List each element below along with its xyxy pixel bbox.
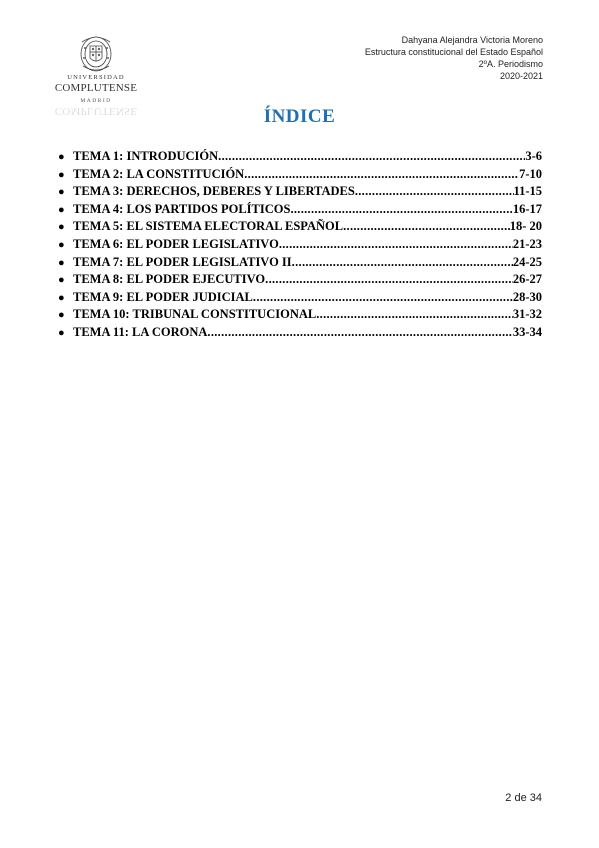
logo-university-name: COMPLUTENSE [54, 82, 138, 94]
dot-leader [355, 184, 514, 199]
toc-entry-pages: 24-25 [512, 254, 542, 269]
dot-leader [292, 255, 513, 270]
bullet-icon: ● [58, 238, 65, 251]
toc-entry-label: TEMA 4: LOS PARTIDOS POLÍTICOS [73, 201, 291, 216]
toc-entry-label: TEMA 9: EL PODER JUDICIAL [73, 289, 253, 304]
academic-year: 2020-2021 [499, 71, 543, 81]
course-name: Estructura constitucional del Estado Español [364, 47, 543, 57]
toc-entry-label: TEMA 2: LA CONSTITUCIÓN [73, 166, 245, 181]
toc-entry-label: TEMA 10: TRIBUNAL CONSTITUCIONAL [73, 307, 317, 322]
toc-entry[interactable] [58, 202, 542, 220]
toc-entry-pages: 7-10 [519, 166, 542, 181]
toc-entry-pages: 16-17 [512, 201, 542, 216]
logo-top-text: UNIVERSIDAD [67, 74, 125, 81]
author-name: Dahyana Alejandra Victoria Moreno [401, 35, 543, 45]
dot-leader [253, 290, 513, 305]
dot-leader [290, 202, 512, 217]
toc-entry[interactable] [58, 272, 542, 290]
page-title: ÍNDICE [263, 106, 336, 127]
toc-entry-label: TEMA 5: EL SISTEMA ELECTORAL ESPAÑOL [73, 219, 344, 234]
logo-city: MADRID [80, 98, 112, 104]
table-of-contents [58, 149, 542, 343]
dot-leader [207, 325, 512, 340]
toc-entry[interactable] [58, 237, 542, 255]
toc-entry[interactable] [58, 167, 542, 185]
toc-entry-pages: 11-15 [513, 184, 542, 199]
toc-entry[interactable] [58, 325, 542, 343]
toc-entry-pages: 28-30 [512, 289, 542, 304]
page-number: 2 de 34 [505, 792, 542, 804]
toc-entry-pages: 33-34 [512, 324, 542, 339]
toc-entry-label: TEMA 6: EL PODER LEGISLATIVO [73, 236, 279, 251]
logo-reflection: COMPLUTENSE [54, 105, 138, 117]
bullet-icon: ● [58, 274, 65, 287]
toc-entry-label: TEMA 11: LA CORONA [73, 324, 208, 339]
dot-leader [265, 272, 513, 287]
toc-entry[interactable] [58, 219, 542, 237]
toc-entry-pages: 18- 20 [509, 219, 542, 234]
bullet-icon: ● [58, 309, 65, 322]
toc-entry[interactable] [58, 184, 542, 202]
toc-entry[interactable] [58, 307, 542, 325]
bullet-icon: ● [58, 151, 65, 163]
bullet-icon: ● [58, 221, 65, 234]
toc-entry-pages: 26-27 [512, 272, 542, 287]
toc-entry-pages: 3-6 [525, 149, 542, 163]
toc-entry-pages: 21-23 [512, 236, 542, 251]
group-name: 2ºA. Periodismo [478, 59, 543, 69]
document-header [365, 34, 543, 82]
bullet-icon: ● [58, 326, 65, 339]
dot-leader [244, 167, 519, 182]
toc-entry[interactable] [58, 149, 542, 167]
bullet-icon: ● [58, 291, 65, 304]
toc-entry-label: TEMA 1: INTRODUCIÓN [73, 149, 219, 163]
bullet-icon: ● [58, 203, 65, 216]
toc-entry-pages: 31-32 [512, 307, 542, 322]
toc-entry-label: TEMA 7: EL PODER LEGISLATIVO II [73, 254, 292, 269]
dot-leader [279, 237, 513, 252]
dot-leader [218, 149, 525, 164]
dot-leader [316, 307, 513, 322]
bullet-icon: ● [58, 168, 65, 181]
bullet-icon: ● [58, 256, 65, 269]
toc-entry[interactable] [58, 255, 542, 273]
toc-entry-label: TEMA 8: EL PODER EJECUTIVO [73, 272, 266, 287]
bullet-icon: ● [58, 186, 65, 199]
toc-entry[interactable] [58, 290, 542, 308]
toc-entry-label: TEMA 3: DERECHOS, DEBERES Y LIBERTADES [73, 184, 355, 199]
dot-leader [343, 219, 510, 234]
